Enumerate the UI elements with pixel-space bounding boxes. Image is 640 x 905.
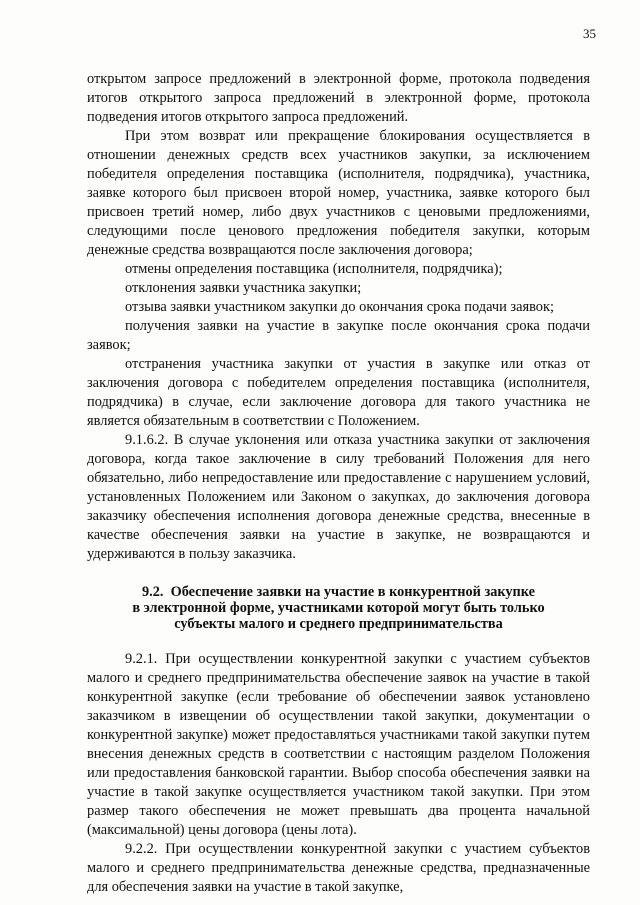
list-item: отклонения заявки участника закупки;	[125, 280, 362, 296]
page-number: 35	[583, 26, 596, 41]
document-body	[87, 70, 590, 897]
paragraph: 9.1.6.2. В случае уклонения или отказа участника закупки от заключения договора, когда такое заключение в силу требований Положения для него обязательно, либо непредоставление или предоставление с нарушением условий, установленных Положением или Законом о закупках, до заключения договора заказчику обеспечения исполнения договора денежные средства, внесенные в качестве обеспечения заявки на участие в закупке, не возвращаются и удерживаются в пользу заказчика.	[87, 432, 590, 562]
section-heading-line	[97, 584, 580, 600]
spacer	[87, 564, 590, 584]
list-item: отмены определения поставщика (исполнителя, подрядчика);	[125, 261, 503, 277]
section-title-line1: Обеспечение заявки на участие в конкурентной закупке	[170, 584, 536, 600]
section-title-line3: субъекты малого и среднего предпринимательства	[174, 616, 503, 632]
list-item: получения заявки на участие в закупке после окончания срока подачи заявок;	[87, 318, 590, 353]
paragraph: открытом запросе предложений в электронной форме, протокола подведения итогов открытого запроса предложений в электронной форме, протокола подведения итогов открытого запроса предложений.	[87, 71, 590, 125]
paragraph: 9.2.2. При осуществлении конкурентной закупки с участием субъектов малого и среднего предпринимательства денежные средства, предназначенные для обеспечения заявки на участие в такой закупке,	[87, 841, 590, 895]
list-item: отзыва заявки участником закупки до окончания срока подачи заявок;	[125, 299, 554, 315]
section-heading	[87, 584, 590, 632]
paragraph: При этом возврат или прекращение блокирования осуществляется в отношении денежных средств всех участников закупки, за исключением победителя определения поставщика (исполнителя, подрядчика), участника, заявке которого был присвоен второй номер, участника, заявке которого был присвоен третий номер, либо двух участников с ценовыми предложениями, следующими после ценового предложения победителя закупки, которым денежные средства возвращаются после заключения договора;	[87, 128, 590, 258]
list-item: отстранения участника закупки от участия в закупке или отказ от заключения договора с победителем определения поставщика (исполнителя, подрядчика) в случае, если заключение договора для такого участника не является обязательным в соответствии с Положением.	[87, 356, 590, 429]
spacer	[87, 632, 590, 650]
paragraph: 9.2.1. При осуществлении конкурентной закупки с участием субъектов малого и среднего предпринимательства обеспечение заявок на участие в такой конкурентной закупке (если требование об обеспечении заявок установлено заказчиком в извещении об осуществлении такой закупки, документации о конкурентной закупке) может предоставляться участниками такой закупки путем внесения денежных средств в соответствии с настоящим разделом Положения или предоставления банковской гарантии. Выбор способа обеспечения заявки на участие в такой закупке осуществляется участником такой закупки. При этом размер такого обеспечения не может превышать два процента начальной (максимальной) цены договора (цены лота).	[87, 651, 590, 838]
section-title-line2: в электронной форме, участниками которой могут быть только	[132, 600, 545, 616]
section-number: 9.2.	[141, 584, 164, 600]
